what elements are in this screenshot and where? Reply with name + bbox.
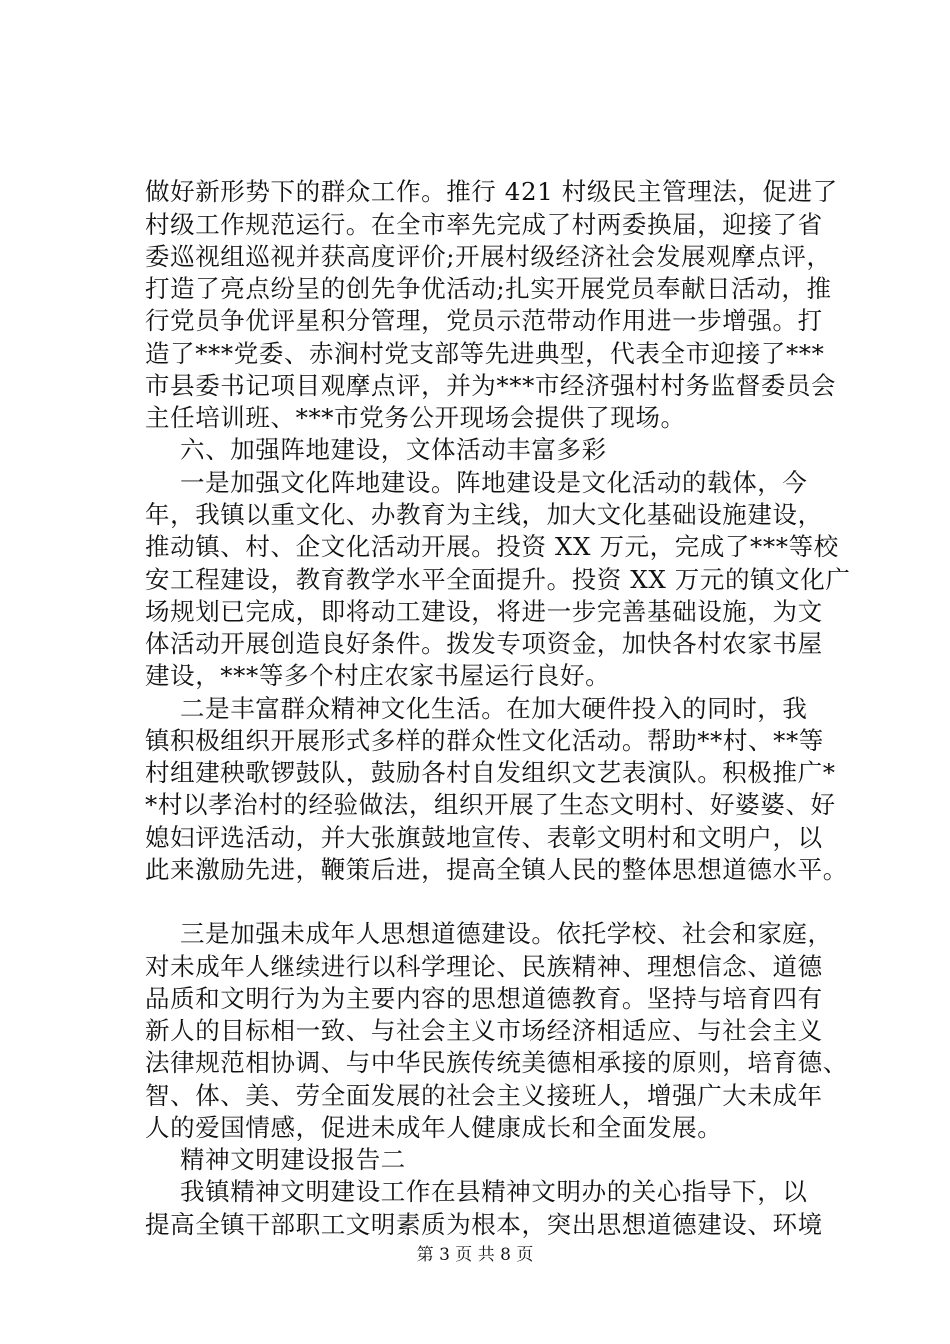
paragraph-line: 二是丰富群众精神文化生活。在加大硬件投入的同时，我 (180, 694, 808, 723)
paragraph-line: 一是加强文化阵地建设。阵地建设是文化活动的载体，今 (180, 468, 808, 497)
paragraph-line: 主任培训班、***市党务公开现场会提供了现场。 (145, 403, 686, 432)
paragraph-line: 法律规范相协调、与中华民族传统美德相承接的原则，培育德、 (145, 1048, 848, 1077)
paragraph-line: 安工程建设，教育教学水平全面提升。投资 XX 万元的镇文化广 (145, 565, 851, 594)
section-heading: 六、加强阵地建设，文体活动丰富多彩 (180, 435, 607, 464)
paragraph-line: 三是加强未成年人思想道德建设。依托学校、社会和家庭， (180, 919, 833, 948)
paragraph-line: 媳妇评选活动，并大张旗鼓地宣传、表彰文明村和文明户，以 (145, 823, 823, 852)
paragraph-line: 智、体、美、劳全面发展的社会主义接班人，增强广大未成年 (145, 1081, 823, 1110)
paragraph-line: 委巡视组巡视并获高度评价;开展村级经济社会发展观摩点评， (145, 242, 832, 271)
paragraph-line: 打造了亮点纷呈的创先争优活动;扎实开展党员奉献日活动，推 (145, 274, 832, 303)
paragraph-line: 做好新形势下的群众工作。推行 421 村级民主管理法，促进了 (145, 177, 838, 206)
paragraph-line: 品质和文明行为为主要内容的思想道德教育。坚持与培育四有 (145, 984, 823, 1013)
paragraph-line: 推动镇、村、企文化活动开展。投资 XX 万元，完成了***等校 (145, 532, 839, 561)
paragraph-line: 行党员争优评星积分管理，党员示范带动作用进一步增强。打 (145, 306, 823, 335)
paragraph-line: 场规划已完成，即将动工建设，将进一步完善基础设施，为文 (145, 597, 823, 626)
paragraph-line: 年，我镇以重文化、办教育为主线，加大文化基础设施建设， (145, 500, 823, 529)
paragraph-line: 提高全镇干部职工文明素质为根本，突出思想道德建设、环境 (145, 1210, 823, 1239)
paragraph-line: 对未成年人继续进行以科学理论、民族精神、理想信念、道德 (145, 952, 823, 981)
paragraph-line: 镇积极组织开展形式多样的群众性文化活动。帮助**村、**等 (145, 726, 824, 755)
page-footer: 第 3 页 共 8 页 (416, 1245, 534, 1265)
section-heading: 精神文明建设报告二 (180, 1145, 406, 1174)
paragraph-line: 此来激励先进，鞭策后进，提高全镇人民的整体思想道德水平。 (145, 855, 848, 884)
paragraph-line: 村级工作规范运行。在全市率先完成了村两委换届，迎接了省 (145, 210, 823, 239)
paragraph-line: *村以孝治村的经验做法，组织开展了生态文明村、好婆婆、好 (145, 790, 836, 819)
paragraph-line: 体活动开展创造良好条件。拨发专项资金，加快各村农家书屋 (145, 629, 823, 658)
paragraph-line: 人的爱国情感，促进未成年人健康成长和全面发展。 (145, 1113, 723, 1142)
paragraph-line: 造了***党委、赤涧村党支部等先进典型，代表全市迎接了*** (145, 339, 825, 368)
paragraph-line: 市县委书记项目观摩点评，并为***市经济强村村务监督委员会 (145, 371, 837, 400)
paragraph-line: 我镇精神文明建设工作在县精神文明办的关心指导下，以 (180, 1177, 808, 1206)
paragraph-line: 村组建秧歌锣鼓队，鼓励各村自发组织文艺表演队。积极推广* (145, 758, 836, 787)
paragraph-line: 新人的目标相一致、与社会主义市场经济相适应、与社会主义 (145, 1016, 823, 1045)
paragraph-line: 建设，***等多个村庄农家书屋运行良好。 (145, 661, 611, 690)
